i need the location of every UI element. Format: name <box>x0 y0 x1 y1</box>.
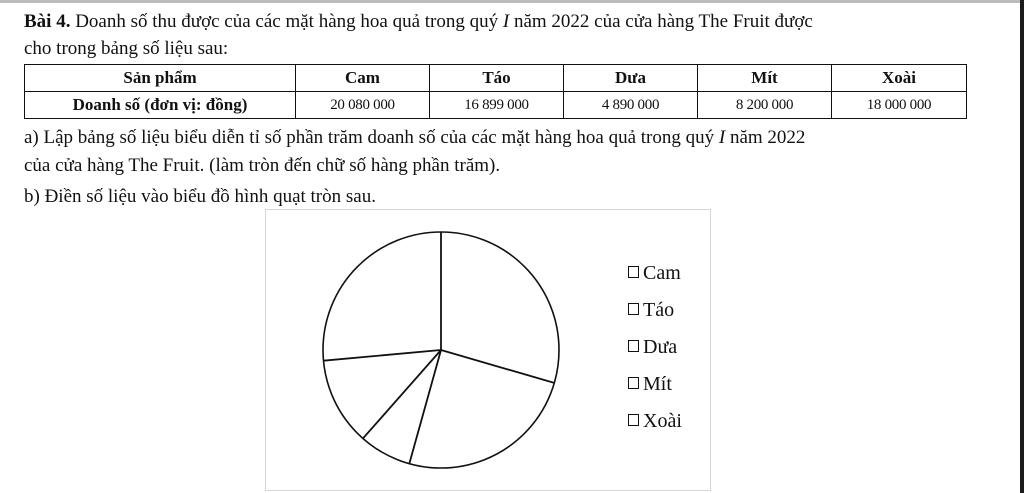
legend-label: Xoài <box>643 410 682 432</box>
header-cell: Cam <box>296 65 430 92</box>
checkbox-icon <box>628 340 639 352</box>
question-a-line-1 <box>24 127 805 149</box>
table-header-row <box>25 65 967 92</box>
value-cell: 18 000 000 <box>832 92 967 119</box>
header-cell: Mít <box>698 65 832 92</box>
legend-item-dua <box>628 336 682 358</box>
legend-label: Mít <box>643 373 672 395</box>
checkbox-icon <box>628 414 639 426</box>
chart-legend <box>628 262 682 447</box>
right-edge <box>1020 0 1024 493</box>
pie-slice-boundary-2 <box>441 350 554 383</box>
problem-title: Bài 4. <box>24 11 71 32</box>
problem-intro-1: Doanh số thu được của các mặt hàng hoa quả trong quý <box>75 11 499 32</box>
question-a-quarter: I <box>718 127 726 148</box>
legend-label: Cam <box>643 262 681 284</box>
value-cell: 16 899 000 <box>430 92 564 119</box>
question-b: b) Điền số liệu vào biểu đồ hình quạt tròn sau. <box>24 186 376 207</box>
pie-chart-figure <box>265 209 711 491</box>
checkbox-icon <box>628 377 639 389</box>
table-value-row <box>25 92 967 119</box>
pie-slice-boundary-5 <box>323 350 441 361</box>
legend-item-cam <box>628 262 682 284</box>
value-cell: 20 080 000 <box>296 92 430 119</box>
checkbox-icon <box>628 303 639 315</box>
question-a-text-1: a) Lập bảng số liệu biểu diễn tỉ số phần trăm doanh số của các mặt hàng hoa quả trong quý <box>24 127 715 148</box>
header-cell: Dưa <box>564 65 698 92</box>
problem-intro-2: năm 2022 của cửa hàng The Fruit được <box>513 11 813 32</box>
legend-label: Táo <box>643 299 675 321</box>
value-cell: 4 890 000 <box>564 92 698 119</box>
problem-line-1 <box>24 11 813 33</box>
header-label-cell: Sản phẩm <box>25 65 296 92</box>
header-cell: Táo <box>430 65 564 92</box>
checkbox-icon <box>628 266 639 278</box>
question-a-line-2: của cửa hàng The Fruit. (làm tròn đến chữ số hàng phần trăm). <box>24 155 501 176</box>
header-cell: Xoài <box>832 65 967 92</box>
legend-label: Dưa <box>643 336 678 358</box>
legend-item-mit <box>628 373 682 395</box>
top-border <box>0 0 1024 3</box>
problem-quarter: I <box>502 11 510 32</box>
question-a-text-2: năm 2022 <box>729 127 806 148</box>
value-cell: 8 200 000 <box>698 92 832 119</box>
row-label-cell: Doanh số (đơn vị: đồng) <box>25 92 296 119</box>
legend-item-xoai <box>628 410 682 432</box>
legend-item-tao <box>628 299 682 321</box>
sales-table <box>24 64 967 119</box>
problem-line-2: cho trong bảng số liệu sau: <box>24 38 229 59</box>
